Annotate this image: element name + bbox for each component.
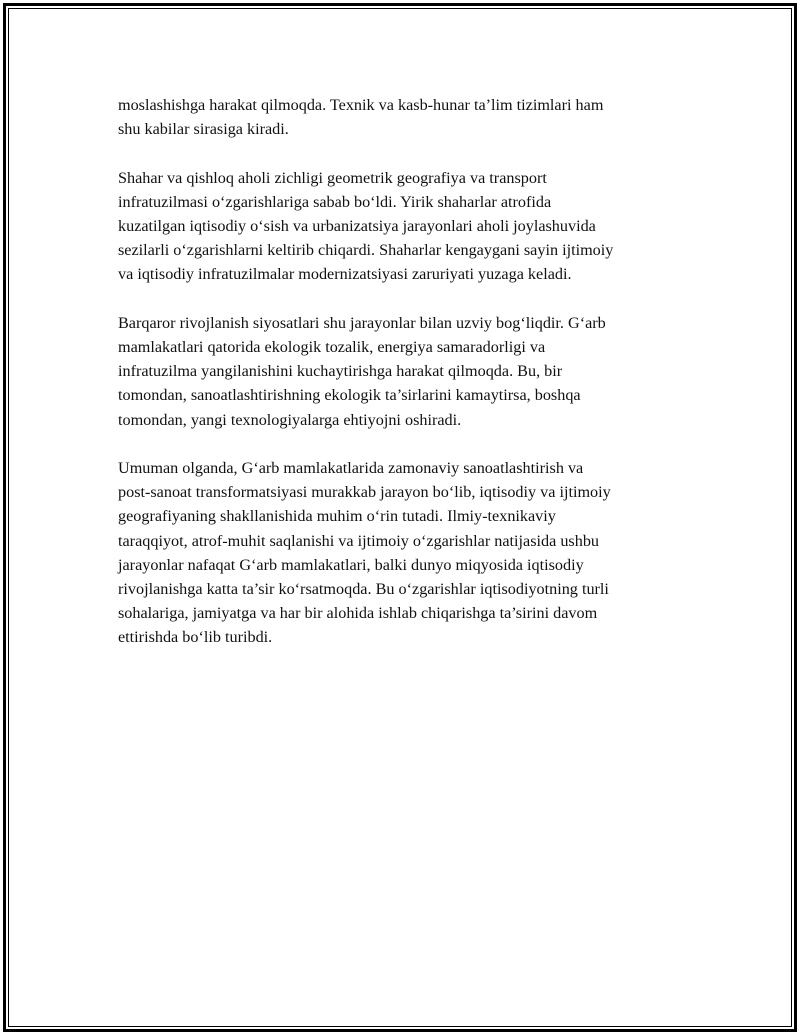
paragraph-line: infratuzilma yangilanishini kuchaytirishga harakat qilmoqda. Bu, bir	[118, 362, 563, 381]
paragraph-line: Shahar va qishloq aholi zichligi geometrik geografiya va transport	[118, 168, 547, 187]
paragraph-line: ettirishda bo‘lib turibdi.	[118, 628, 273, 647]
paragraph-line: shu kabilar sirasiga kiradi.	[118, 120, 289, 139]
paragraph-4	[118, 456, 688, 650]
paragraph-1	[118, 93, 688, 141]
paragraph-line: Barqaror rivojlanish siyosatlari shu jarayonlar bilan uzviy bog‘liqdir. G‘arb	[118, 313, 606, 332]
paragraph-line: mamlakatlari qatorida ekologik tozalik, energiya samaradorligi va	[118, 338, 546, 356]
paragraph-line: sezilarli o‘zgarishlarni keltirib chiqardi. Shaharlar kengaygani sayin ijtimoiy	[118, 241, 614, 260]
paragraph-line: Umuman olganda, G‘arb mamlakatlarida zamonaviy sanoatlashtirish va	[118, 459, 584, 477]
paragraph-line: jarayonlar nafaqat G‘arb mamlakatlari, balki dunyo miqyosida iqtisodiy	[118, 555, 584, 574]
document-body	[118, 93, 688, 674]
paragraph-line: tomondan, yangi texnologiyalarga ehtiyojni oshiradi.	[118, 410, 462, 429]
paragraph-line: infratuzilmasi o‘zgarishlariga sabab bo‘ldi. Yirik shaharlar atrofida	[118, 192, 552, 211]
paragraph-3	[118, 311, 688, 432]
paragraph-line: va iqtisodiy infratuzilmalar modernizatsiyasi zaruriyati yuzaga keladi.	[118, 265, 572, 284]
paragraph-line: moslashishga harakat qilmoqda. Texnik va kasb-hunar ta’lim tizimlari ham	[118, 96, 604, 114]
paragraph-line: kuzatilgan iqtisodiy o‘sish va urbanizatsiya jarayonlari aholi joylashuvida	[118, 217, 596, 235]
paragraph-2	[118, 166, 688, 287]
paragraph-line: tomondan, sanoatlashtirishning ekologik ta’sirlarini kamaytirsa, boshqa	[118, 386, 581, 405]
paragraph-line: taraqqiyot, atrof-muhit saqlanishi va ijtimoiy o‘zgarishlar natijasida ushbu	[118, 531, 600, 550]
paragraph-line: rivojlanishga katta ta’sir ko‘rsatmoqda. Bu o‘zgarishlar iqtisodiyotning turli	[118, 580, 609, 599]
paragraph-line: geografiyaning shakllanishida muhim o‘rin tutadi. Ilmiy-texnikaviy	[118, 507, 556, 526]
paragraph-line: post-sanoat transformatsiyasi murakkab jarayon bo‘lib, iqtisodiy va ijtimoiy	[118, 483, 611, 502]
paragraph-line: sohalariga, jamiyatga va har bir alohida ishlab chiqarishga ta’sirini davom	[118, 604, 598, 623]
